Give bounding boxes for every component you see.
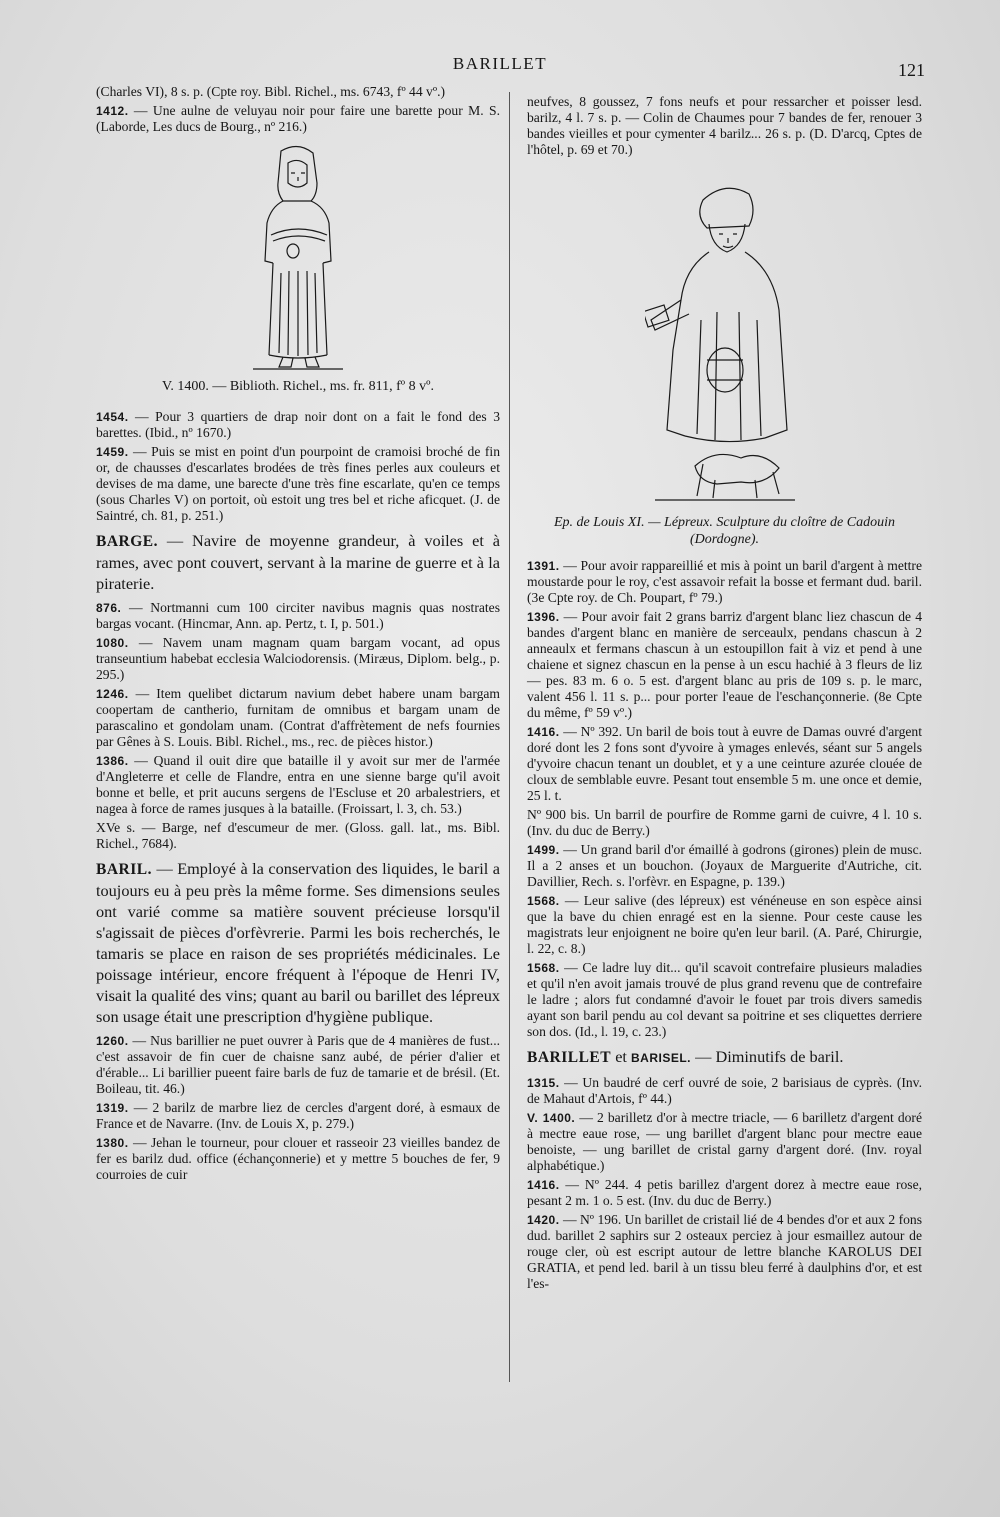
entry-1260: 1260. — Nus barillier ne puet ouvrer à Paris que de 4 manières de fust... c'est assavoir de fin cuer de chaisne sanz aubé, de périer d'alier et d'érable... Li barillier pueent faire barls de fuz de tamarie et de brésil. (Et. Boileau, tit. 46.) <box>96 1033 500 1096</box>
entry-1499: 1499. — Un grand baril d'or émaillé à godrons (girones) plein de musc. Il a 2 anses et un bouchon. (Joyaux de Marguerite d'Autriche, cit. Davillier, Rech. s. l'orfèvr. en Espagne, p. 139.) <box>527 842 922 889</box>
running-title: BARILLET <box>452 54 548 73</box>
right-column <box>527 94 922 1292</box>
barge-definition: BARGE. — Navire de moyenne grandeur, à voiles et à rames, avec pont couvert, servant à la marine de guerre et à la piraterie. <box>96 531 500 593</box>
entry-1420: 1420. — Nº 196. Un barillet de cristail lié de 4 bendes d'or et aux 2 fons dud. barillet 2 saphirs sur 2 osteaux perciez à jour esmaillez autour de rouge cler, où est escript autour de lettre blanche KAROLUS DEI GRATIA, et pend led. baril à un tissu bleu ferré à daulphins d'or, et est l'es- <box>527 1212 922 1291</box>
left-figure-caption: V. 1400. — Biblioth. Richel., ms. fr. 811, fº 8 vº. <box>162 379 434 394</box>
entry-1391: 1391. — Pour avoir rappareillié et mis à point un baril d'argent à mettre moustarde pour le roy, c'est assavoir refait la bosse et fermant dud. baril. (3e Cpte roy. de Ch. Poupart, fº 79.) <box>527 558 922 605</box>
entry-900-bis: Nº 900 bis. Un barril de pourfire de Romme garni de cuivre, 4 l. 10 s. (Inv. du duc de Berry.) <box>527 807 922 838</box>
entry-1568-b: 1568. — Ce ladre luy dit... qu'il scavoit contrefaire plusieurs maladies et qu'il n'en avoit jamais trouvé de plus grand revenu que de contrefaire le ladre ; alors fut condamné d'avoir le fouet par trois divers samedis ayant son baril pendu au col devant sa poitrine et ses cliquettes derriere son dos. (Id., l. 19, c. 23.) <box>527 960 922 1039</box>
paragraph: neufves, 8 goussez, 7 fons neufs et pour ressarcher et poisser lesd. barilz, 4 l. 7 s. p. — Colin de Chaumes pour 7 bandes de fer, renouer 3 bandes vieilles et pour cymenter 4 barilz... 26 s. p. (D. D'arcq, Cptes de l'hôtel, p. 69 et 70.) <box>527 94 922 157</box>
page-number: 121 <box>898 60 925 80</box>
figure-leper <box>527 180 922 510</box>
right-figure-caption: Ep. de Louis XI. — Lépreux. Sculpture du cloître de Cadouin (Dordogne). <box>553 515 895 547</box>
barillet-definition: BARILLET et BARISEL. — Diminutifs de baril. <box>527 1047 844 1066</box>
entry-1386: 1386. — Quand il ouit dire que bataille il y avoit sur mer de l'armée d'Angleterre et celle de Flandre, entra en une sienne barge qu'il avoit bonne et belle, et prit aucuns sergens de l'Escluse et 20 arbalestriers, et nagea à force de rames jusques à la bataille. (Froissart, l. 3, ch. 53.) <box>96 753 500 816</box>
entry-1412: 1412. — Une aulne de veluyau noir pour faire une barette pour M. S. (Laborde, Les ducs de Bourg., nº 216.) <box>96 103 500 134</box>
column-divider <box>509 92 510 1382</box>
entry-1319: 1319. — 2 barilz de marbre liez de cercles d'argent doré, à esmaux de France et de Navarre. (Inv. de Louis X, p. 279.) <box>96 1100 500 1131</box>
entry-v1400: V. 1400. — 2 barilletz d'or à mectre triacle, — 6 barilletz d'argent doré à mectre eaue rose, — ung barillet d'argent blanc pour mectre eaue benoiste, — ung barillet de cristal garny d'argent doré. (Inv. royal alphabétique.) <box>527 1110 922 1173</box>
entry-1416-b: 1416. — Nº 244. 4 petis barillez d'argent dorez à mectre eaue rose, pesant 2 m. 1 o. 5 est. (Inv. du duc de Berry.) <box>527 1177 922 1208</box>
entry-1454: 1454. — Pour 3 quartiers de drap noir dont on a fait le fond des 3 barettes. (Ibid., nº 1670.) <box>96 409 500 440</box>
entry-1396: 1396. — Pour avoir fait 2 grans barriz d'argent blanc liez chascun de 4 bandes d'argent blanc en manière de serceaulx, pendans chascun à 2 anneaulx et fermans chascun à un estoupillon fait à viz et pend à une chaiene et signez chascun en la pense à un escu hachié à 3 fleurs de liz — pes. 83 m. 6 o. 5 est. d'argent blanc au pris de 109 s. p. le marc, valent 456 l. 11 s. p... pour porter l'eaue de l'eschançonnerie. (8e Cpte du même, fº 59 vº.) <box>527 609 922 720</box>
entry-1416: 1416. — Nº 392. Un baril de bois tout à euvre de Damas ouvré d'argent doré dont les 2 fons sont d'yvoire à ymages enlevés, séant sur 5 angels d'yvoire chacun tenant un doublet, et y a une ceinture azurée clouée de cloux de semblable euvre. Pesant tout ensemble 5 m. une once et demie, 25 l. t. <box>527 724 922 803</box>
entry-1459: 1459. — Puis se mist en point d'un pourpoint de cramoisi broché de fin or, de chausses d'escarlates brodées de très fines perles aux couleurs et devises de ma dame, une barecte d'une très fine escarlate, qu'en ce temps (sous Charles V) on portoit, où estoit ung tres bel et riche aficquet. (J. de Saintré, ch. 81, p. 251.) <box>96 444 500 523</box>
entry-1380: 1380. — Jehan le tourneur, pour clouer et rasseoir 23 vieilles bandez de fer es barilz dud. office (échançonnerie) et y mettre 5 bouches de fer, 9 courroies de cuir <box>96 1135 500 1182</box>
paragraph: (Charles VI), 8 s. p. (Cpte roy. Bibl. Richel., ms. 6743, fº 44 vº.) <box>96 84 445 99</box>
leper-illustration <box>645 180 805 510</box>
hooded-man-illustration <box>243 143 353 375</box>
entry-1080: 1080. — Navem unam magnam quam bargam vocant, ad opus transeuntium habebat ecclesia Walciodorensis. (Miræus, Diplom. belg., p. 295.) <box>96 635 500 682</box>
entry-876: 876. — Nortmanni cum 100 circiter navibus magnis quas nostrates bargas vocant. (Hincmar, Ann. ap. Pertz, t. I, p. 501.) <box>96 600 500 631</box>
entry-1568-a: 1568. — Leur salive (des lépreux) est vénéneuse en son espèce ainsi que la bave du chien enragé est en la sienne. Pour ceste cause les magistrats leur enjoignent ne boire qu'en leur baril. (A. Paré, Chirurgie, l. 22, c. 8.) <box>527 893 922 956</box>
entry-1246: 1246. — Item quelibet dictarum navium debet habere unam bargam coopertam de cantherio, furnitam de omnibus et bargam unam de parascalino et gondolam unam. (Contrat d'affrètement de nefs fournies par Gênes à S. Louis. Bibl. Richel., ms., rec. de pièces histor.) <box>96 686 500 749</box>
left-column <box>96 84 500 1183</box>
entry-1315: 1315. — Un baudré de cerf ouvré de soie, 2 barisiaus de cyprès. (Inv. de Mahaut d'Artois, fº 44.) <box>527 1075 922 1106</box>
figure-hooded-man <box>96 143 500 375</box>
baril-definition: BARIL. — Employé à la conservation des liquides, le baril a toujours eu à peu près la même forme. Ses dimensions seules ont varié comme sa matière souvent précieuse lorsqu'il s'agissait de pièces d'orfèvrerie. Parmi les bois recherchés, le tamaris se place en raison de ses propriétés médicinales. Le poissage intérieur, encore fréquent à l'époque de Henri IV, visait la qualité des vins; quant au baril ou barillet des lépreux son usage était une prescription d'hygiène publique. <box>96 859 500 1026</box>
entry-xve: XVe s. — Barge, nef d'escumeur de mer. (Gloss. gall. lat., ms. Bibl. Richel., 7684). <box>96 820 500 851</box>
